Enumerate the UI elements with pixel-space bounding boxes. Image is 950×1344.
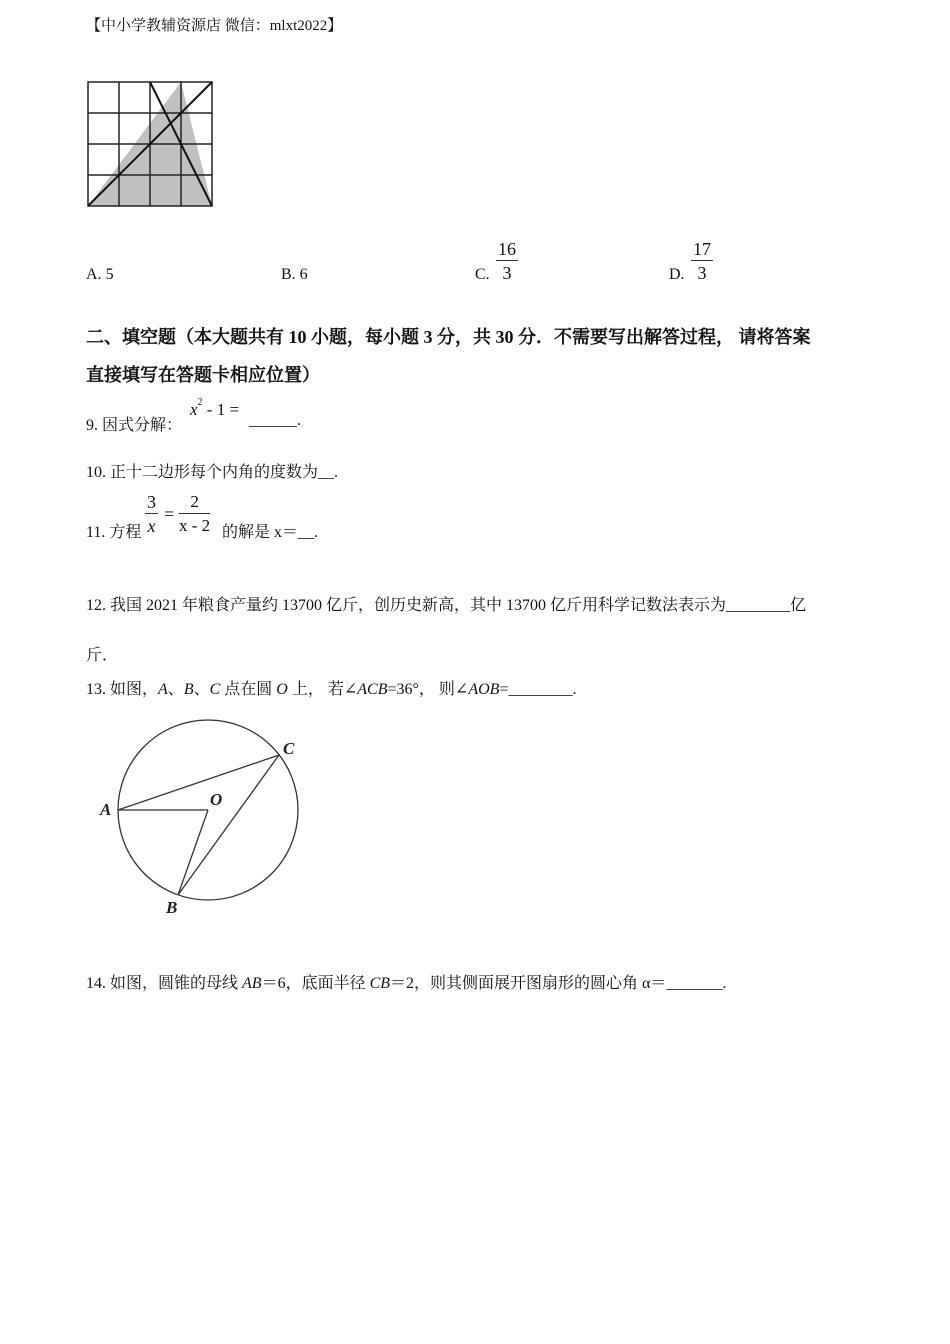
q11-rhs-fraction: $\frac{2}{x - 2}$ xyxy=(179,492,211,535)
q14-question: 14. 如图，圆锥的母线 AB＝6，底面半径 CB＝2，则其侧面展开图扇形的圆心角 α＝_______. xyxy=(86,975,727,992)
option-c-fraction: $\frac{16}{3}$ xyxy=(498,239,516,283)
q11-equals: = xyxy=(164,504,175,524)
label-c: C xyxy=(283,739,295,758)
label-b: B xyxy=(166,898,178,917)
page-header: 【中小学教辅资源店 微信：mlxt2022】 xyxy=(86,18,343,34)
q12-line2: 斤． xyxy=(86,647,119,664)
q11-suffix: 的解是 x＝__. xyxy=(222,524,319,541)
q9-answer-blank[interactable]: ______. xyxy=(249,412,301,429)
section-title-line1: 二、填空题（本大题共有 10 小题，每小题 3 分，共 30 分．不需要写出解答过程， 请将答案 xyxy=(86,327,811,347)
option-b: B. 6 xyxy=(281,266,308,283)
q11-prefix: 11. 方程 xyxy=(86,524,142,541)
radius-ob xyxy=(178,810,208,895)
q13-answer-blank[interactable]: ________ xyxy=(508,681,573,698)
q10-answer-blank[interactable]: __ xyxy=(318,464,335,481)
option-d-label: D. xyxy=(669,266,685,283)
label-o: O xyxy=(210,790,223,809)
grid-triangle-figure xyxy=(86,80,214,208)
q12-answer-blank[interactable]: ________ xyxy=(726,597,791,614)
option-d-fraction: $\frac{17}{3}$ xyxy=(693,239,711,283)
q11-lhs-fraction: $\frac{3}{x}$ xyxy=(147,492,156,536)
q14-answer-blank[interactable]: _______ xyxy=(666,975,723,992)
q11-answer-blank[interactable]: __ xyxy=(298,524,315,541)
label-a: A xyxy=(100,800,112,819)
chord-ac xyxy=(118,755,279,810)
q12-line1: 12. 我国 2021 年粮食产量约 13700 亿斤，创历史新高，其中 13700 亿斤用科学记数法表示为________亿 xyxy=(86,597,807,614)
option-a: A. 5 xyxy=(86,266,114,283)
q9-expression: $x^2 - 1$ = xyxy=(190,397,240,419)
q13-question: 13. 如图，A、B、C 点在圆 O 上， 若∠ACB=36°， 则∠AOB=________. xyxy=(86,681,577,698)
option-c-label: C. xyxy=(475,266,490,283)
circle-figure xyxy=(95,712,315,922)
chord-bc xyxy=(178,755,279,895)
q9-prefix: 9. 因式分解： xyxy=(86,417,183,434)
q10-question: 10. 正十二边形每个内角的度数为__. xyxy=(86,464,339,481)
section-title-line2: 直接填写在答题卡相应位置） xyxy=(86,365,320,385)
